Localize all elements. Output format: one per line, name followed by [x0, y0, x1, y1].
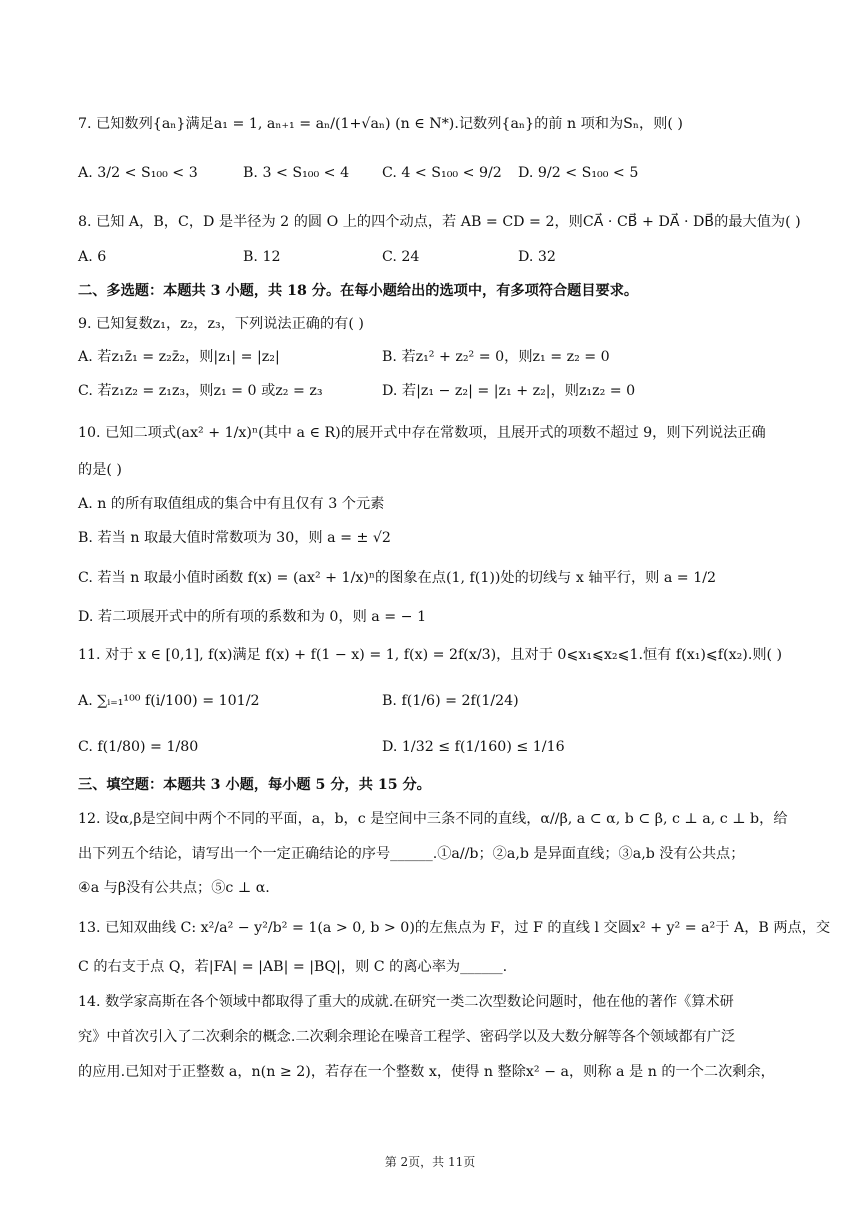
q7-option-b: B. 3 < S₁₀₀ < 4 — [243, 165, 350, 181]
q9-option-a: A. 若z₁z̄₁ = z₂z̄₂，则|z₁| = |z₂| — [78, 349, 280, 365]
q8-option-b: B. 12 — [243, 249, 281, 265]
q10-option-b: B. 若当 n 取最大值时常数项为 30，则 a = ± √2 — [78, 530, 391, 546]
q11-option-c: C. f(1/80) = 1/80 — [78, 739, 199, 755]
q10-option-c: C. 若当 n 取最小值时函数 f(x) = (ax² + 1/x)ⁿ的图象在点(1, f(1))处的切线与 x 轴平行，则 a = 1/2 — [78, 570, 717, 586]
q10-stem-line2: 的是( ) — [78, 462, 122, 478]
q14-line1: 14. 数学家高斯在各个领域中都取得了重大的成就.在研究一类二次型数论问题时，他在他的著作《算术研 — [78, 994, 734, 1010]
q13-line1: 13. 已知双曲线 C: x²/a² − y²/b² = 1(a > 0, b > 0)的左焦点为 F，过 F 的直线 l 交圆x² + y² = a²于 A，B 两点，交 — [78, 920, 831, 936]
q11-option-d: D. 1/32 ≤ f(1/160) ≤ 1/16 — [382, 739, 565, 755]
q8-option-d: D. 32 — [518, 249, 556, 265]
q12-line3: ④a 与β没有公共点；⑤c ⊥ α. — [78, 880, 270, 896]
q9-option-b: B. 若z₁² + z₂² = 0，则z₁ = z₂ = 0 — [382, 349, 610, 365]
q11-option-b: B. f(1/6) = 2f(1/24) — [382, 693, 519, 709]
q8-option-a: A. 6 — [78, 249, 107, 265]
q10-option-d: D. 若二项展开式中的所有项的系数和为 0，则 a = − 1 — [78, 609, 427, 625]
q8-option-c: C. 24 — [382, 249, 420, 265]
q12-line1: 12. 设α,β是空间中两个不同的平面，a，b，c 是空间中三条不同的直线，α//β, a ⊂ α, b ⊂ β, c ⊥ a, c ⊥ b，给 — [78, 811, 788, 827]
q7-stem: 7. 已知数列{aₙ}满足a₁ = 1, aₙ₊₁ = aₙ/(1+√aₙ) (n ∈ N*).记数列{aₙ}的前 n 项和为Sₙ，则( ) — [78, 116, 683, 132]
page-footer: 第 2页，共 11页 — [384, 1155, 476, 1169]
q14-line3: 的应用.已知对于正整数 a，n(n ≥ 2)，若存在一个整数 x，使得 n 整除x² − a，则称 a 是 n 的一个二次剩余， — [78, 1064, 775, 1080]
q7-option-a: A. 3/2 < S₁₀₀ < 3 — [78, 165, 198, 181]
section-multi-choice-heading: 二、多选题：本题共 3 小题，共 18 分。在每小题给出的选项中，有多项符合题目要求。 — [78, 283, 639, 299]
q9-stem: 9. 已知复数z₁，z₂，z₃，下列说法正确的有( ) — [78, 316, 364, 332]
section-fill-blank-heading: 三、填空题：本题共 3 小题，每小题 5 分，共 15 分。 — [78, 777, 431, 793]
q9-option-c: C. 若z₁z₂ = z₁z₃，则z₁ = 0 或z₂ = z₃ — [78, 383, 323, 399]
q10-option-a: A. n 的所有取值组成的集合中有且仅有 3 个元素 — [78, 496, 385, 512]
q11-stem: 11. 对于 x ∈ [0,1], f(x)满足 f(x) + f(1 − x) = 1, f(x) = 2f(x/3)，且对于 0⩽x₁⩽x₂⩽1.恒有 f(x₁)⩽f(x₂).则( ) — [78, 647, 783, 663]
q13-line2: C 的右支于点 Q，若|FA| = |AB| = |BQ|，则 C 的离心率为______. — [78, 959, 508, 975]
q8-stem: 8. 已知 A，B，C，D 是半径为 2 的圆 O 上的四个动点，若 AB = CD = 2，则CA⃗ · CB⃗ + DA⃗ · DB⃗的最大值为( ) — [78, 214, 801, 230]
q12-line2: 出下列五个结论，请写出一个一定正确结论的序号______.①a//b；②a,b 是异面直线；③a,b 没有公共点； — [78, 846, 745, 862]
q7-option-c: C. 4 < S₁₀₀ < 9/2 — [382, 165, 502, 181]
q10-stem-line1: 10. 已知二项式(ax² + 1/x)ⁿ(其中 a ∈ R)的展开式中存在常数项，且展开式的项数不超过 9，则下列说法正确 — [78, 425, 766, 441]
q11-option-a: A. ∑ᵢ₌₁¹⁰⁰ f(i/100) = 101/2 — [78, 693, 260, 709]
q14-line2: 究》中首次引入了二次剩余的概念.二次剩余理论在噪音工程学、密码学以及大数分解等各个领域都有广泛 — [78, 1029, 736, 1045]
q7-option-d: D. 9/2 < S₁₀₀ < 5 — [518, 165, 639, 181]
q9-option-d: D. 若|z₁ − z₂| = |z₁ + z₂|，则z₁z₂ = 0 — [382, 383, 636, 399]
